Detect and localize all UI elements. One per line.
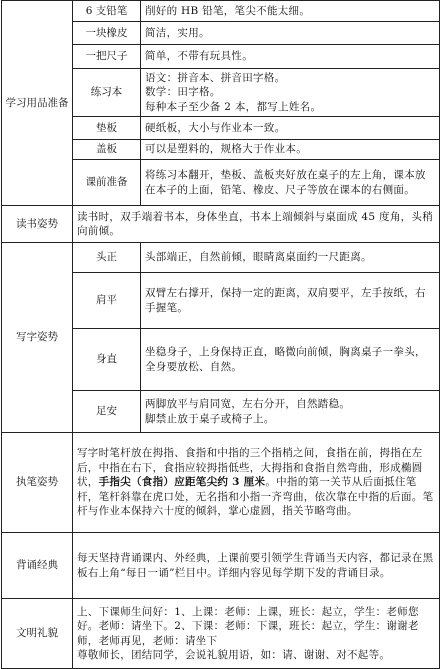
writing-item-desc: 双臂左右撑开，保持一定的距离，双肩要平，左手按纸，右手握笔。 (141, 273, 440, 329)
supply-item-name: 盖板 (73, 140, 141, 160)
etiquette-text: 上、下课师生问好：1、上课：老师：上课，班长：起立，学生：老师您好。老师：请坐下。2、下课：老师：下课，班长：起立，学生：谢谢老师，老师再见，老师：请坐下 尊敬师长，团结同学，会说礼貌用语，如：请、谢谢、对不起等。 (73, 599, 440, 669)
writing-category-label: 写字姿势 (2, 243, 73, 433)
supply-item-name: 6 支铅笔 (73, 1, 141, 22)
recite-category-label: 背诵经典 (2, 533, 73, 599)
pen-text-emphasis: 手指尖（食指）应距笔尖约 3 厘米 (98, 476, 266, 489)
supply-item-name: 一把尺子 (73, 45, 141, 69)
recite-text: 每天坚持背诵课内、外经典，上课前要引领学生背诵当天内容，都记录在黑板右上角“每日一诵”栏目中。详细内容见每学期下发的背诵目录。 (73, 533, 440, 599)
supply-item-desc: 将练习本翻开，垫板、盖板夹好放在桌子的左上角，课本放在本子的上面，铅笔、橡皮、尺子等放在课本的右侧面。 (141, 160, 440, 206)
supply-item-name: 练习本 (73, 69, 141, 117)
pen-category-label: 执笔姿势 (2, 433, 73, 533)
etiquette-category-label: 文明礼貌 (2, 599, 73, 669)
supply-item-name: 课前准备 (73, 160, 141, 206)
supply-item-desc: 简洁，实用。 (141, 22, 440, 45)
supply-item-desc: 可以是塑料的，规格大于作业本。 (141, 140, 440, 160)
reading-text: 读书时，双手端着书本，身体坐直，书本上端倾斜与桌面成 45 度角，头稍向前倾。 (73, 206, 440, 243)
pen-text: 写字时笔杆放在拇指、食指和中指的三个指梢之间，食指在前，拇指在左后，中指在右下，食指应较拇指低些，大拇指和食指自然弯曲，形成椭圆状，手指尖（食指）应距笔尖约 3 厘米。中指的第一关节从后面抵住笔杆，笔杆斜靠在虎口处，无名指和小指一齐弯曲，依次靠在中指的后面。笔杆与作业本保持六十度的倾斜，掌心虚圆，指关节略弯曲。 (73, 433, 440, 533)
supply-item-name: 垫板 (73, 117, 141, 140)
supply-item-desc: 削好的 HB 铅笔，笔尖不能太细。 (141, 1, 440, 22)
writing-item-desc: 坐稳身子，上身保持正直，略微向前倾，胸离桌子一拳头，全身要放松、自然。 (141, 329, 440, 391)
writing-item-name: 身直 (73, 329, 141, 391)
supplies-category-label: 学习用品准备 (2, 1, 73, 206)
supply-item-name: 一块橡皮 (73, 22, 141, 45)
reading-category-label: 读书姿势 (2, 206, 73, 243)
supply-item-desc: 语文：拼音本、拼音田字格。 数学：田字格。 每种本子至少备 2 本，都写上姓名。 (141, 69, 440, 117)
writing-item-desc: 两脚放平与肩同宽，左右分开，自然踏稳。 脚禁止放于桌子或椅子上。 (141, 391, 440, 433)
supply-item-desc: 简单，不带有玩具性。 (141, 45, 440, 69)
guidelines-table (1, 0, 440, 669)
writing-item-name: 足安 (73, 391, 141, 433)
writing-item-name: 肩平 (73, 273, 141, 329)
writing-item-name: 头正 (73, 243, 141, 273)
supply-item-desc: 硬纸板，大小与作业本一致。 (141, 117, 440, 140)
writing-item-desc: 头部端正，自然前倾，眼睛离桌面约一尺距离。 (141, 243, 440, 273)
